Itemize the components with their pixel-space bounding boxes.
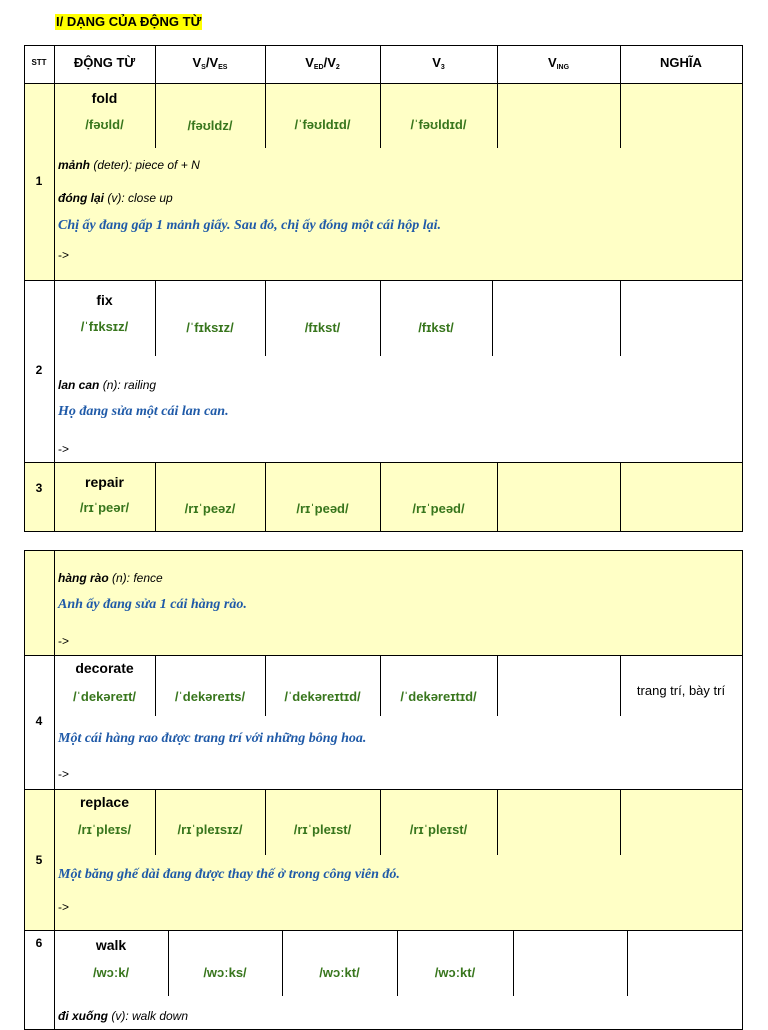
section-heading: I/ DẠNG CỦA ĐỘNG TỪ bbox=[56, 14, 202, 29]
phonetic-ed-form: /ˈfəʊldɪd/ bbox=[294, 117, 351, 132]
verb-base: fold bbox=[91, 90, 118, 106]
phonetic-ed-form: /ˈdekəreɪtɪd/ bbox=[284, 689, 361, 704]
phonetic-base: /fəʊld/ bbox=[85, 117, 124, 132]
phonetic-v3-form: /ˈdekəreɪtɪd/ bbox=[400, 689, 477, 704]
meaning-cell: trang trí, bày trí bbox=[636, 683, 726, 698]
arrow-note: -> bbox=[58, 900, 70, 914]
phonetic-v3-form: /rɪˈpeəd/ bbox=[412, 501, 465, 516]
example-sentence: Họ đang sửa một cái lan can. bbox=[58, 404, 229, 419]
phonetic-ed-form: /rɪˈpeəd/ bbox=[296, 501, 349, 516]
row-number: 3 bbox=[35, 481, 43, 495]
row-number: 4 bbox=[35, 714, 43, 728]
header-stt: STT bbox=[31, 58, 47, 67]
row-number: 2 bbox=[35, 363, 43, 377]
header-vs: $V_S/V_{ES}$ bbox=[192, 55, 228, 71]
header-verb: ĐỘNG TỪ bbox=[73, 55, 136, 70]
phonetic-s-form: /rɪˈpleɪsɪz/ bbox=[177, 822, 243, 837]
phonetic-base: /wɔːk/ bbox=[92, 965, 130, 980]
phonetic-v3-form: /ˈfəʊldɪd/ bbox=[410, 117, 467, 132]
verb-base: walk bbox=[95, 937, 127, 953]
arrow-note: -> bbox=[58, 442, 70, 456]
example-sentence: Anh ấy đang sửa 1 cái hàng rào. bbox=[58, 597, 247, 612]
verb-base: fix bbox=[96, 292, 113, 308]
phonetic-v3-form: /fɪkst/ bbox=[418, 320, 454, 335]
arrow-note: -> bbox=[58, 248, 70, 262]
phonetic-base: /rɪˈpeər/ bbox=[79, 500, 130, 515]
verb-base: replace bbox=[79, 794, 130, 810]
arrow-note: -> bbox=[58, 767, 70, 781]
header-v3: $V_3$ bbox=[432, 55, 445, 71]
row-number: 5 bbox=[35, 853, 43, 867]
phonetic-s-form: /rɪˈpeəz/ bbox=[184, 501, 236, 516]
verb-base: repair bbox=[85, 474, 124, 490]
phonetic-s-form: /fəʊldz/ bbox=[187, 118, 233, 133]
header-ved: $V_{ED}/V_2$ bbox=[305, 55, 340, 71]
phonetic-ed-form: /wɔːkt/ bbox=[319, 965, 360, 980]
row-number: 6 bbox=[35, 936, 43, 950]
phonetic-s-form: /ˈdekəreɪts/ bbox=[174, 689, 246, 704]
phonetic-base: /rɪˈpleɪs/ bbox=[77, 822, 132, 837]
header-meaning: NGHĨA bbox=[660, 55, 702, 70]
vocab-note: đi xuống (v): walk down bbox=[58, 1009, 189, 1023]
row-number: 1 bbox=[35, 174, 43, 188]
phonetic-v3-form: /rɪˈpleɪst/ bbox=[409, 822, 468, 837]
example-sentence: Một cái hàng rao được trang trí với những bông hoa. bbox=[58, 731, 367, 746]
example-sentence: Một băng ghế dài đang được thay thế ở trong công viên đó. bbox=[58, 867, 400, 882]
phonetic-s-form: /wɔːks/ bbox=[203, 965, 247, 980]
example-sentence: Chị ấy đang gấp 1 mảnh giấy. Sau đó, chị ấy đóng một cái hộp lại. bbox=[58, 218, 441, 233]
vocab-note: đóng lại (v): close up bbox=[58, 191, 173, 205]
verb-base: decorate bbox=[75, 660, 134, 676]
phonetic-v3-form: /wɔːkt/ bbox=[434, 965, 476, 980]
phonetic-base: /ˈfɪksɪz/ bbox=[80, 319, 129, 334]
arrow-note: -> bbox=[58, 634, 70, 648]
phonetic-base: /ˈdekəreɪt/ bbox=[72, 689, 137, 704]
vocab-note: mảnh (deter): piece of + N bbox=[58, 158, 200, 172]
phonetic-s-form: /ˈfɪksɪz/ bbox=[186, 320, 234, 335]
header-ving: $V_{ING}$ bbox=[547, 55, 570, 71]
vocab-note: lan can (n): railing bbox=[58, 378, 157, 392]
phonetic-ed-form: /fɪkst/ bbox=[304, 320, 341, 335]
vocab-note: hàng rào (n): fence bbox=[58, 571, 163, 585]
phonetic-ed-form: /rɪˈpleɪst/ bbox=[293, 822, 352, 837]
